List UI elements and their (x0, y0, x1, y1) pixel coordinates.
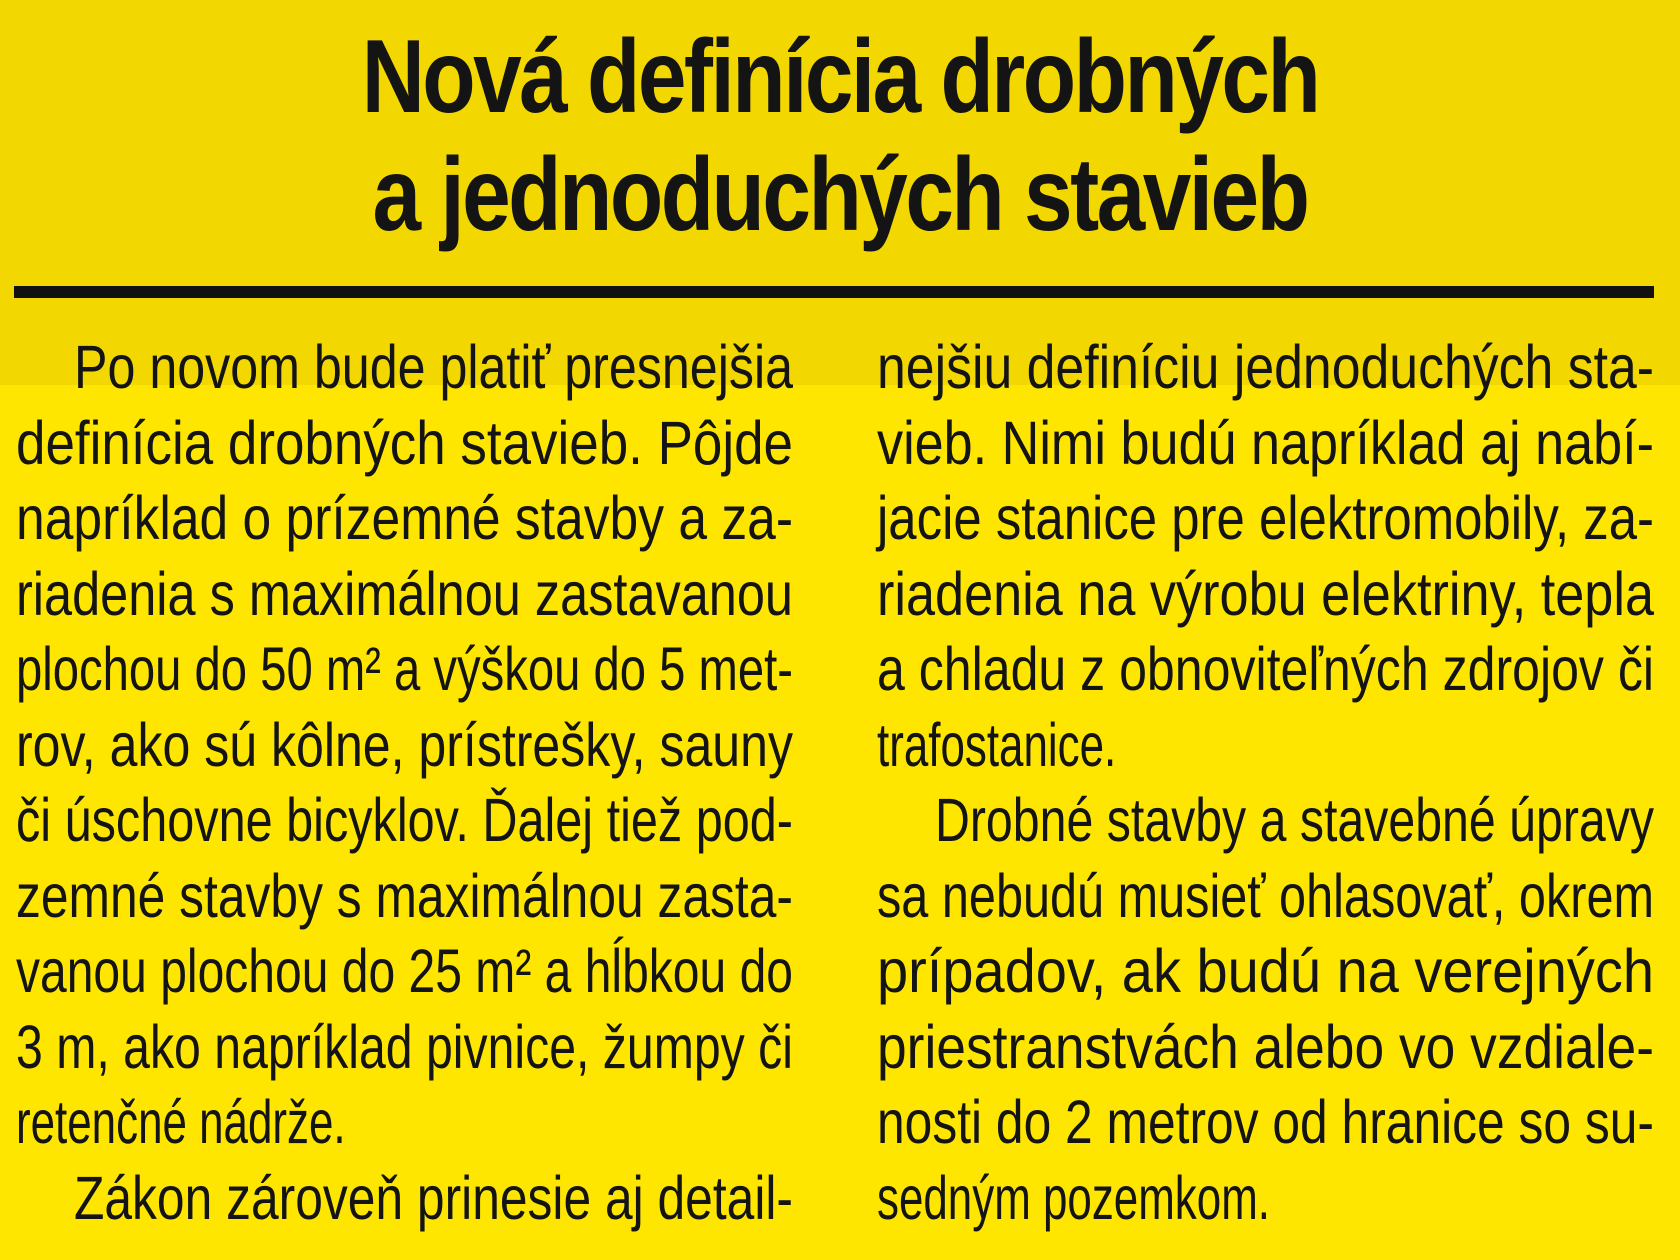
title-divider-rule (14, 286, 1654, 298)
text-line (877, 481, 1654, 557)
text-line-content: priestranstvách alebo vo vzdiale- (877, 1012, 1654, 1081)
text-line (16, 406, 793, 482)
text-line (16, 481, 793, 557)
text-line (877, 859, 1654, 935)
text-line (16, 1161, 793, 1237)
text-line (877, 557, 1654, 633)
text-line-content: nosti do 2 metrov od hranice so su- (877, 1088, 1654, 1156)
text-line (16, 708, 793, 784)
text-line-content: napríklad o prízemné stavby a za- (16, 484, 793, 552)
text-line-content: retenčné nádrže. (16, 1088, 346, 1156)
text-line (16, 330, 793, 406)
article-title-line-2: a jednoduchých stavieb (372, 137, 1308, 253)
text-line (16, 1085, 793, 1161)
text-line (16, 1010, 793, 1086)
text-line-content: trafostanice. (877, 710, 1117, 779)
text-line (877, 406, 1654, 482)
text-line (16, 783, 793, 859)
text-line-content: jacie stanice pre elektromobily, za- (877, 484, 1654, 552)
text-line-content: plochou do 50 m² a výškou do 5 met- (16, 635, 793, 703)
text-line-content: sa nebudú musieť ohlasovať, okrem (877, 861, 1654, 930)
article-title-line-1: Nová definícia drobných (361, 19, 1319, 135)
text-line (16, 934, 793, 1010)
text-line (16, 859, 793, 935)
text-line (877, 1085, 1654, 1161)
article-column-right (877, 330, 1654, 1236)
text-line-content: riadenia na výrobu elektriny, tepla (877, 559, 1654, 628)
text-line-content: Drobné stavby a stavebné úpravy (935, 786, 1654, 854)
text-line (877, 632, 1654, 708)
text-line (877, 708, 1654, 784)
text-line-content: prípadov, ak budú na verejných (877, 937, 1654, 1005)
text-line-content: a chladu z obnoviteľných zdrojov či (877, 635, 1654, 703)
text-line (877, 783, 1654, 859)
text-line (877, 1161, 1654, 1237)
text-line-content: definícia drobných stavieb. Pôjde (16, 408, 793, 477)
text-line-content: vanou plochou do 25 m² a hĺbkou do (16, 937, 793, 1005)
text-line-content: rov, ako sú kôlne, prístrešky, sauny (16, 710, 793, 779)
text-line-content: Zákon zároveň prinesie aj detail- (74, 1163, 793, 1232)
text-line-content: riadenia s maximálnou zastavanou (16, 559, 793, 628)
text-line-content: zemné stavby s maximálnou zasta- (16, 861, 793, 930)
text-line-content: či úschovne bicyklov. Ďalej tiež pod- (16, 786, 793, 854)
article-title (134, 18, 1545, 254)
article-column-left (16, 330, 793, 1236)
text-line-content: 3 m, ako napríklad pivnice, žumpy či (16, 1012, 793, 1081)
text-line (16, 557, 793, 633)
text-line (877, 330, 1654, 406)
text-line (16, 632, 793, 708)
text-line-content: sedným pozemkom. (877, 1163, 1270, 1232)
text-line-content: nejšiu definíciu jednoduchých sta- (877, 333, 1654, 401)
text-line (877, 1010, 1654, 1086)
text-line-content: vieb. Nimi budú napríklad aj nabí- (877, 408, 1654, 477)
text-line (877, 934, 1654, 1010)
text-line-content: Po novom bude platiť presnejšia (74, 333, 793, 401)
